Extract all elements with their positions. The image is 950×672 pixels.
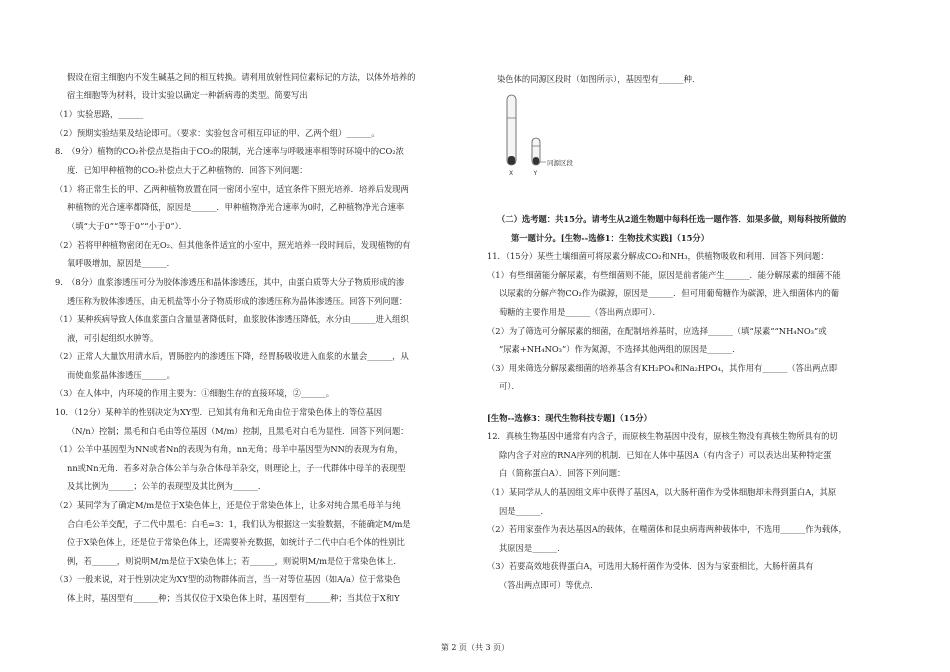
text-line: 例，若______，则说明M/m是位于X染色体上；若______，则说明M/m是位于常染色体上． — [67, 556, 402, 566]
text-line: （2）预期实验结果及结论即可。（要求：实验包含可相互印证的甲、乙两个组）______。 — [55, 128, 380, 138]
text-line: 染色体的同源区段时（如图所示），基因型有______种． — [497, 74, 701, 84]
text-line: （1）某同学从人的基因组文库中获得了基因A，以大肠杆菌作为受体细胞却未得到蛋白A，其原 — [487, 487, 837, 497]
text-line: 位于X染色体上，还是位于常染色体上，还需要补充数据，如统计子二代中白毛个体的性别比 — [67, 537, 405, 547]
text-line: （填“大于0”“等于0”“小于0”）． — [67, 221, 188, 231]
text-line: 其原因是______． — [499, 543, 566, 553]
text-line: （2）若用家蚕作为表达基因A的载体，在噬菌体和昆虫病毒两种载体中，不选用______作为载体， — [487, 524, 847, 534]
page-footer: 第 2 页（共 3 页） — [440, 643, 510, 652]
text-line: 及其比例为______；公羊的表现型及其比例为______． — [67, 481, 267, 491]
text-line: （N/n）控制；黑毛和白毛由等位基因（M/m）控制，且黑毛对白毛为显性．回答下列问题： — [67, 426, 409, 436]
question-8-title: 8. （9分）植物的CO₂补偿点是指由于CO₂的限制，光合速率与呼吸速率相等时环境中的CO₂浓 — [55, 146, 404, 156]
text-line: 可）． — [499, 381, 520, 391]
text-line: （2）为了筛选可分解尿素的细菌，在配制培养基时，应选择______（填“尿素”“NH₄NO₃”或 — [487, 326, 827, 336]
text-line: 体上时，基因型有______种；当其仅位于X染色体上时，基因型有______种；当其位于X和Y — [67, 593, 400, 603]
text-line: 氧呼吸增加，原因是______． — [67, 258, 175, 268]
question-11-title: 11．（15分）某些土壤细菌可将尿素分解成CO₂和NH₃，供植物吸收和利用．回答下列问题： — [487, 251, 829, 261]
text-line: 度．已知甲种植物的CO₂补偿点大于乙种植物的．回答下列问题： — [67, 165, 308, 175]
chromosome-diagram — [497, 94, 617, 184]
text-line: 白（简称蛋白A）．回答下列问题： — [499, 468, 626, 478]
text-line: （1）公羊中基因型为NN或者Nn的表现为有角，nn无角；母羊中基因型为NN的表现为有角， — [55, 444, 404, 454]
text-line: 假设在宿主细胞内不发生碱基之间的相互转换。请利用放射性同位素标记的方法，以体外培养的 — [67, 72, 416, 82]
text-line: （1）将正常生长的甲、乙两种植物放置在同一密闭小室中，适宜条件下照光培养．培养后发现两 — [55, 184, 409, 194]
question-9-title: 9. （8分）血浆渗透压可分为胶体渗透压和晶体渗透压，其中，由蛋白质等大分子物质形成的渗 — [55, 277, 405, 287]
text-line: 除内含子对应的RNA序列的机制．已知在人体中基因A（有内含子）可以表达出某种特定蛋 — [499, 450, 832, 460]
question-10-title: 10．（12分）某种羊的性别决定为XY型．已知其有角和无角由位于常染色体上的等位基因 — [55, 407, 383, 417]
text-line: （2）若将甲种植物密闭在无O₂、但其他条件适宜的小室中，照光培养一段时间后，发现植物的有 — [55, 240, 411, 250]
text-line: 液，可引起组织水肿等。 — [67, 333, 159, 343]
section-heading: （二）选考题：共15分。请考生从2道生物题中每科任选一题作答．如果多做，则每科按所做的 — [497, 214, 847, 224]
text-line: “尿素+NH₄NO₃”）作为氮源，不选择其他两组的原因是______． — [499, 344, 741, 354]
text-line: 因是______． — [499, 506, 549, 516]
text-line: 萄糖的主要作用是______（答出两点即可）． — [499, 307, 661, 317]
text-line: （答出两点即可）等优点． — [499, 580, 599, 590]
text-line: （1）实验思路，______ — [55, 109, 144, 119]
text-line: 而使血浆晶体渗透压______。 — [67, 370, 175, 380]
text-line: 透压称为胶体渗透压，由无机盐等小分子物质形成的渗透压称为晶体渗透压。回答下列问题： — [67, 296, 408, 306]
section-heading: [生物--选修3：现代生物科技专题]（15分） — [487, 413, 652, 423]
text-line: （3）用来筛选分解尿素细菌的培养基含有KH₂PO₄和Na₂HPO₄，其作用有______（答出两点即 — [487, 363, 838, 373]
text-line: （3）一般来说，对于性别决定为XY型的动物群体而言，当一对等位基因（如A/a）位于常染色 — [55, 574, 401, 584]
text-line: nn或Nn无角．若多对杂合体公羊与杂合体母羊杂交，则理论上，子一代群体中母羊的表现型 — [67, 463, 406, 473]
text-line: （1）某种疾病导致人体血浆蛋白含量显著降低时，血浆胶体渗透压降低，水分由______进入组织 — [55, 314, 409, 324]
text-line: 以尿素的分解产物CO₂作为碳源，原因是______．但可用葡萄糖作为碳源，进入细菌体内的葡 — [499, 288, 840, 298]
text-line: 种植物的光合速率都降低，原因是______．甲种植物净光合速率为0时，乙种植物净光合速率 — [67, 202, 405, 212]
text-line: （2）某同学为了确定M/m是位于X染色体上，还是位于常染色体上，让多对纯合黑毛母羊与纯 — [55, 500, 401, 510]
text-line: （1）有些细菌能分解尿素，有些细菌则不能，原因是前者能产生______．能分解尿素的细菌不能 — [487, 270, 841, 280]
text-line: 宿主细胞等为材料，设计实验以确定一种新病毒的类型。简要写出 — [67, 90, 308, 100]
x-label: X — [509, 170, 514, 177]
text-line: （3）在人体中，内环境的作用主要为：①细胞生存的直接环境，②______。 — [55, 388, 335, 398]
y-label: Y — [533, 170, 538, 177]
y-chromosome — [532, 138, 540, 165]
section-heading: 第一题计分。[生物--选修1：生物技术实践]（15分） — [511, 233, 709, 243]
homologous-region-label: 同源区段 — [547, 159, 573, 167]
question-12-title: 12．真核生物基因中通常有内含子，而原核生物基因中没有，原核生物没有真核生物所具有的切 — [487, 431, 838, 441]
text-line: 合白毛公羊交配，子二代中黑毛：白毛=3：1，我们认为根据这一实验数据，不能确定M/m是 — [67, 519, 411, 529]
text-line: （2）正常人大量饮用清水后，胃肠腔内的渗透压下降，经胃肠吸收进入血浆的水量会______，从 — [55, 351, 409, 361]
x-chromosome — [507, 95, 516, 165]
text-line: （3）若要高效地获得蛋白A，可选用大肠杆菌作为受体．因为与家蚕相比，大肠杆菌具有 — [487, 561, 814, 571]
